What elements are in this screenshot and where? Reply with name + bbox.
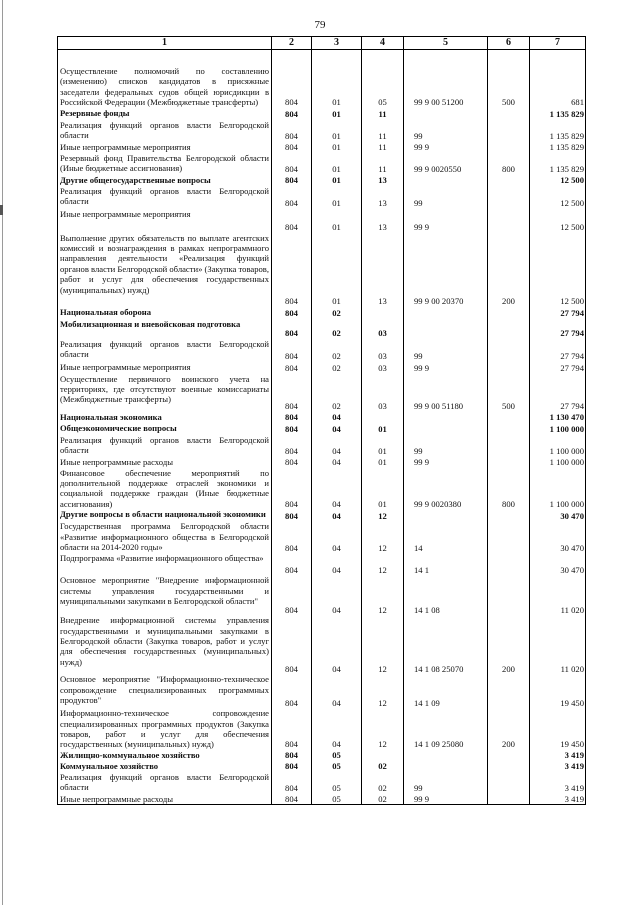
cell-c6 [488,794,530,805]
table-row [58,615,586,674]
row-name: Иные непрограммные мероприятия [58,142,272,153]
cell-c6 [488,186,530,209]
cell-c5: 99 [404,339,488,362]
cell-c7: 1 100 000 [530,435,586,457]
cell-c5 [404,761,488,772]
cell-c4: 12 [362,509,404,521]
cell-c5: 99 9 0020550 [404,153,488,175]
cell-c6: 500 [488,50,530,108]
row-name: Внедрение информационной системы управления государственными и муниципальными закупками в Белгородской области (Закупка товаров, работ и услуг для обеспечения государственных (муниципальных) нужд) [58,615,272,674]
cell-c3: 04 [312,674,362,708]
cell-c2: 804 [272,233,312,307]
cell-c2: 804 [272,142,312,153]
cell-c2: 804 [272,120,312,142]
row-name: Общеэкономические вопросы [58,423,272,435]
table-row [58,153,586,175]
row-name: Иные непрограммные мероприятия [58,209,272,233]
cell-c6 [488,307,530,319]
cell-c6 [488,423,530,435]
cell-c3: 01 [312,50,362,108]
cell-c6 [488,521,530,553]
row-name: Реализация функций органов власти Белгородской области [58,186,272,209]
cell-c6 [488,108,530,120]
cell-c3: 01 [312,233,362,307]
row-name: Информационно-техническое сопровождение специализированных программных продуктов (Закупка товаров, работ и услуг для обеспечения государственных (муниципальных) нужд) [58,708,272,750]
cell-c4: 01 [362,468,404,510]
cell-c2: 804 [272,423,312,435]
cell-c7: 30 470 [530,521,586,553]
table-header-row [58,37,586,50]
table-row [58,186,586,209]
cell-c7: 27 794 [530,307,586,319]
cell-c6: 800 [488,468,530,510]
cell-c3: 04 [312,435,362,457]
cell-c3: 01 [312,153,362,175]
cell-c2: 804 [272,468,312,510]
cell-c3: 01 [312,142,362,153]
cell-c5 [404,509,488,521]
cell-c3: 02 [312,339,362,362]
cell-c2: 804 [272,175,312,186]
row-name: Реализация функций органов власти Белгородской области [58,772,272,794]
row-name: Подпрограмма «Развитие информационного общества» [58,553,272,575]
cell-c5: 99 [404,120,488,142]
cell-c7: 27 794 [530,362,586,374]
cell-c4: 11 [362,108,404,120]
cell-c7: 3 419 [530,794,586,805]
cell-c5: 14 1 08 25070 [404,615,488,674]
cell-c6 [488,142,530,153]
cell-c7: 1 135 829 [530,108,586,120]
cell-c4: 01 [362,423,404,435]
cell-c7: 27 794 [530,339,586,362]
cell-c7: 3 419 [530,750,586,761]
cell-c3: 04 [312,575,362,615]
cell-c2: 804 [272,794,312,805]
cell-c5: 99 [404,186,488,209]
cell-c7: 11 020 [530,615,586,674]
cell-c3: 01 [312,120,362,142]
scan-edge-mark [0,205,3,215]
cell-c4 [362,412,404,423]
cell-c7: 1 130 470 [530,412,586,423]
cell-c7: 3 419 [530,772,586,794]
cell-c3: 04 [312,457,362,468]
cell-c2: 804 [272,674,312,708]
cell-c5: 99 9 [404,794,488,805]
column-header: 7 [530,37,586,50]
row-name: Финансовое обеспечение мероприятий по дополнительной поддержке отраслей экономики и социальной поддержке граждан (Иные бюджетные ассигнования) [58,468,272,510]
cell-c4: 13 [362,175,404,186]
cell-c4: 13 [362,233,404,307]
cell-c6: 200 [488,615,530,674]
cell-c4: 02 [362,761,404,772]
row-name: Другие вопросы в области национальной экономики [58,509,272,521]
cell-c6 [488,435,530,457]
cell-c4: 02 [362,794,404,805]
table-row [58,307,586,319]
cell-c2: 804 [272,750,312,761]
cell-c6 [488,674,530,708]
cell-c3: 02 [312,362,362,374]
table-row [58,233,586,307]
table-row [58,319,586,339]
cell-c6 [488,209,530,233]
cell-c2: 804 [272,553,312,575]
table-row [58,761,586,772]
cell-c2: 804 [272,615,312,674]
cell-c2: 804 [272,153,312,175]
table-row [58,521,586,553]
row-name: Реализация функций органов власти Белгородской области [58,435,272,457]
row-name: Резервные фонды [58,108,272,120]
cell-c7: 12 500 [530,175,586,186]
table-row [58,142,586,153]
cell-c4: 11 [362,153,404,175]
row-name: Основное мероприятие "Информационно-техническое сопровождение специализированных программных продуктов" [58,674,272,708]
cell-c6 [488,339,530,362]
cell-c7: 12 500 [530,186,586,209]
cell-c5: 99 9 00 51180 [404,374,488,412]
page-number: 79 [314,19,326,31]
cell-c7: 30 470 [530,553,586,575]
cell-c7: 12 500 [530,233,586,307]
table-row [58,553,586,575]
cell-c3: 05 [312,772,362,794]
row-name: Осуществление полномочий по составлению (изменению) списков кандидатов в присяжные заседатели федеральных судов общей юрисдикции в Российской Федерации (Межбюджетные трансферты) [58,50,272,108]
table-row [58,435,586,457]
cell-c6 [488,319,530,339]
table-row [58,412,586,423]
cell-c5: 14 1 09 25080 [404,708,488,750]
cell-c3: 01 [312,209,362,233]
cell-c5: 14 1 08 [404,575,488,615]
cell-c5: 99 [404,435,488,457]
cell-c2: 804 [272,575,312,615]
cell-c5 [404,307,488,319]
table-row [58,108,586,120]
cell-c6 [488,412,530,423]
cell-c5: 14 1 09 [404,674,488,708]
cell-c3: 04 [312,423,362,435]
row-name: Иные непрограммные расходы [58,794,272,805]
table-row [58,794,586,805]
scan-edge-line [2,0,3,905]
cell-c4: 12 [362,521,404,553]
cell-c5: 14 1 [404,553,488,575]
cell-c2: 804 [272,435,312,457]
cell-c3: 05 [312,761,362,772]
cell-c5 [404,750,488,761]
row-name: Жилищно-коммунальное хозяйство [58,750,272,761]
cell-c7: 19 450 [530,708,586,750]
cell-c7: 1 135 829 [530,153,586,175]
row-name: Коммунальное хозяйство [58,761,272,772]
cell-c6 [488,750,530,761]
cell-c2: 804 [272,521,312,553]
row-name: Иные непрограммные расходы [58,457,272,468]
cell-c7: 1 135 829 [530,142,586,153]
cell-c4: 01 [362,435,404,457]
cell-c4: 12 [362,575,404,615]
table-row [58,209,586,233]
cell-c3: 04 [312,509,362,521]
cell-c4: 01 [362,457,404,468]
row-name: Реализация функций органов власти Белгородской области [58,339,272,362]
row-name: Мобилизационная и вневойсковая подготовка [58,319,272,339]
cell-c7: 1 100 000 [530,468,586,510]
cell-c6 [488,175,530,186]
row-name: Реализация функций органов власти Белгородской области [58,120,272,142]
cell-c4: 11 [362,120,404,142]
cell-c7: 1 135 829 [530,120,586,142]
cell-c5: 99 9 [404,457,488,468]
cell-c3: 04 [312,708,362,750]
cell-c2: 804 [272,362,312,374]
cell-c4: 03 [362,319,404,339]
table-row [58,457,586,468]
cell-c7: 1 100 000 [530,423,586,435]
cell-c7: 27 794 [530,319,586,339]
row-name: Выполнение других обязательств по выплате агентских комиссий и вознаграждения в рамках непрограммного направления деятельности «Реализация функций органов власти Белгородской области» (Закупка товаров, работ и услуг для обеспечения государственных (муниципальных) нужд) [58,233,272,307]
cell-c4: 05 [362,50,404,108]
cell-c3: 04 [312,521,362,553]
cell-c7: 1 100 000 [530,457,586,468]
cell-c5: 99 9 0020380 [404,468,488,510]
cell-c5 [404,319,488,339]
table-body [58,50,586,805]
table-row [58,362,586,374]
cell-c4: 03 [362,339,404,362]
cell-c7: 3 419 [530,761,586,772]
cell-c2: 804 [272,108,312,120]
cell-c4: 13 [362,186,404,209]
column-header: 3 [312,37,362,50]
cell-c5 [404,412,488,423]
budget-table [57,36,586,805]
cell-c4: 03 [362,362,404,374]
cell-c2: 804 [272,457,312,468]
cell-c5: 14 [404,521,488,553]
cell-c2: 804 [272,374,312,412]
cell-c7: 30 470 [530,509,586,521]
cell-c4: 11 [362,142,404,153]
cell-c5: 99 [404,772,488,794]
cell-c6 [488,772,530,794]
cell-c2: 804 [272,307,312,319]
cell-c7: 681 [530,50,586,108]
cell-c4: 13 [362,209,404,233]
cell-c4: 12 [362,708,404,750]
cell-c4: 02 [362,772,404,794]
cell-c4: 12 [362,674,404,708]
cell-c4 [362,307,404,319]
row-name: Государственная программа Белгородской области «Развитие информационного общества в Белгородской области на 2014-2020 годы» [58,521,272,553]
cell-c7: 27 794 [530,374,586,412]
cell-c6 [488,120,530,142]
cell-c7: 11 020 [530,575,586,615]
row-name: Национальная оборона [58,307,272,319]
column-header: 2 [272,37,312,50]
table-row [58,509,586,521]
cell-c2: 804 [272,412,312,423]
cell-c3: 05 [312,750,362,761]
cell-c3: 04 [312,615,362,674]
cell-c7: 12 500 [530,209,586,233]
column-header: 1 [58,37,272,50]
cell-c3: 02 [312,374,362,412]
cell-c2: 804 [272,50,312,108]
cell-c5 [404,108,488,120]
cell-c5: 99 9 [404,362,488,374]
cell-c6 [488,362,530,374]
cell-c4 [362,750,404,761]
cell-c3: 05 [312,794,362,805]
cell-c6 [488,575,530,615]
table-row [58,423,586,435]
row-name: Другие общегосударственные вопросы [58,175,272,186]
cell-c2: 804 [272,339,312,362]
cell-c5: 99 9 00 51200 [404,50,488,108]
cell-c6: 500 [488,374,530,412]
cell-c3: 01 [312,175,362,186]
cell-c5 [404,175,488,186]
column-header: 5 [404,37,488,50]
cell-c6: 200 [488,233,530,307]
table-row [58,120,586,142]
cell-c3: 04 [312,412,362,423]
cell-c5: 99 9 [404,142,488,153]
table-row [58,708,586,750]
cell-c5: 99 9 00 20370 [404,233,488,307]
cell-c3: 01 [312,108,362,120]
row-name: Национальная экономика [58,412,272,423]
cell-c2: 804 [272,772,312,794]
table-row [58,772,586,794]
cell-c5 [404,423,488,435]
cell-c6 [488,553,530,575]
table-row [58,175,586,186]
table-row [58,750,586,761]
cell-c6 [488,509,530,521]
cell-c3: 02 [312,319,362,339]
table-row [58,374,586,412]
row-name: Резервный фонд Правительства Белгородской области (Иные бюджетные ассигнования) [58,153,272,175]
table-row [58,50,586,108]
cell-c6 [488,457,530,468]
table-row [58,339,586,362]
cell-c4: 03 [362,374,404,412]
row-name: Основное мероприятие "Внедрение информационной системы управления государственными и муниципальными закупками в Белгородской области" [58,575,272,615]
cell-c7: 19 450 [530,674,586,708]
column-header: 6 [488,37,530,50]
column-header: 4 [362,37,404,50]
cell-c4: 12 [362,553,404,575]
cell-c6: 800 [488,153,530,175]
cell-c2: 804 [272,761,312,772]
cell-c2: 804 [272,209,312,233]
row-name: Иные непрограммные мероприятия [58,362,272,374]
cell-c3: 02 [312,307,362,319]
cell-c5: 99 9 [404,209,488,233]
cell-c4: 12 [362,615,404,674]
cell-c2: 804 [272,509,312,521]
cell-c3: 04 [312,553,362,575]
cell-c3: 04 [312,468,362,510]
cell-c2: 804 [272,186,312,209]
cell-c2: 804 [272,319,312,339]
table-row [58,575,586,615]
cell-c6 [488,761,530,772]
cell-c3: 01 [312,186,362,209]
row-name: Осуществление первичного воинского учета на территориях, где отсутствуют военные комиссариаты (Межбюджетные трансферты) [58,374,272,412]
table-row [58,674,586,708]
cell-c2: 804 [272,708,312,750]
cell-c6: 200 [488,708,530,750]
table-row [58,468,586,510]
